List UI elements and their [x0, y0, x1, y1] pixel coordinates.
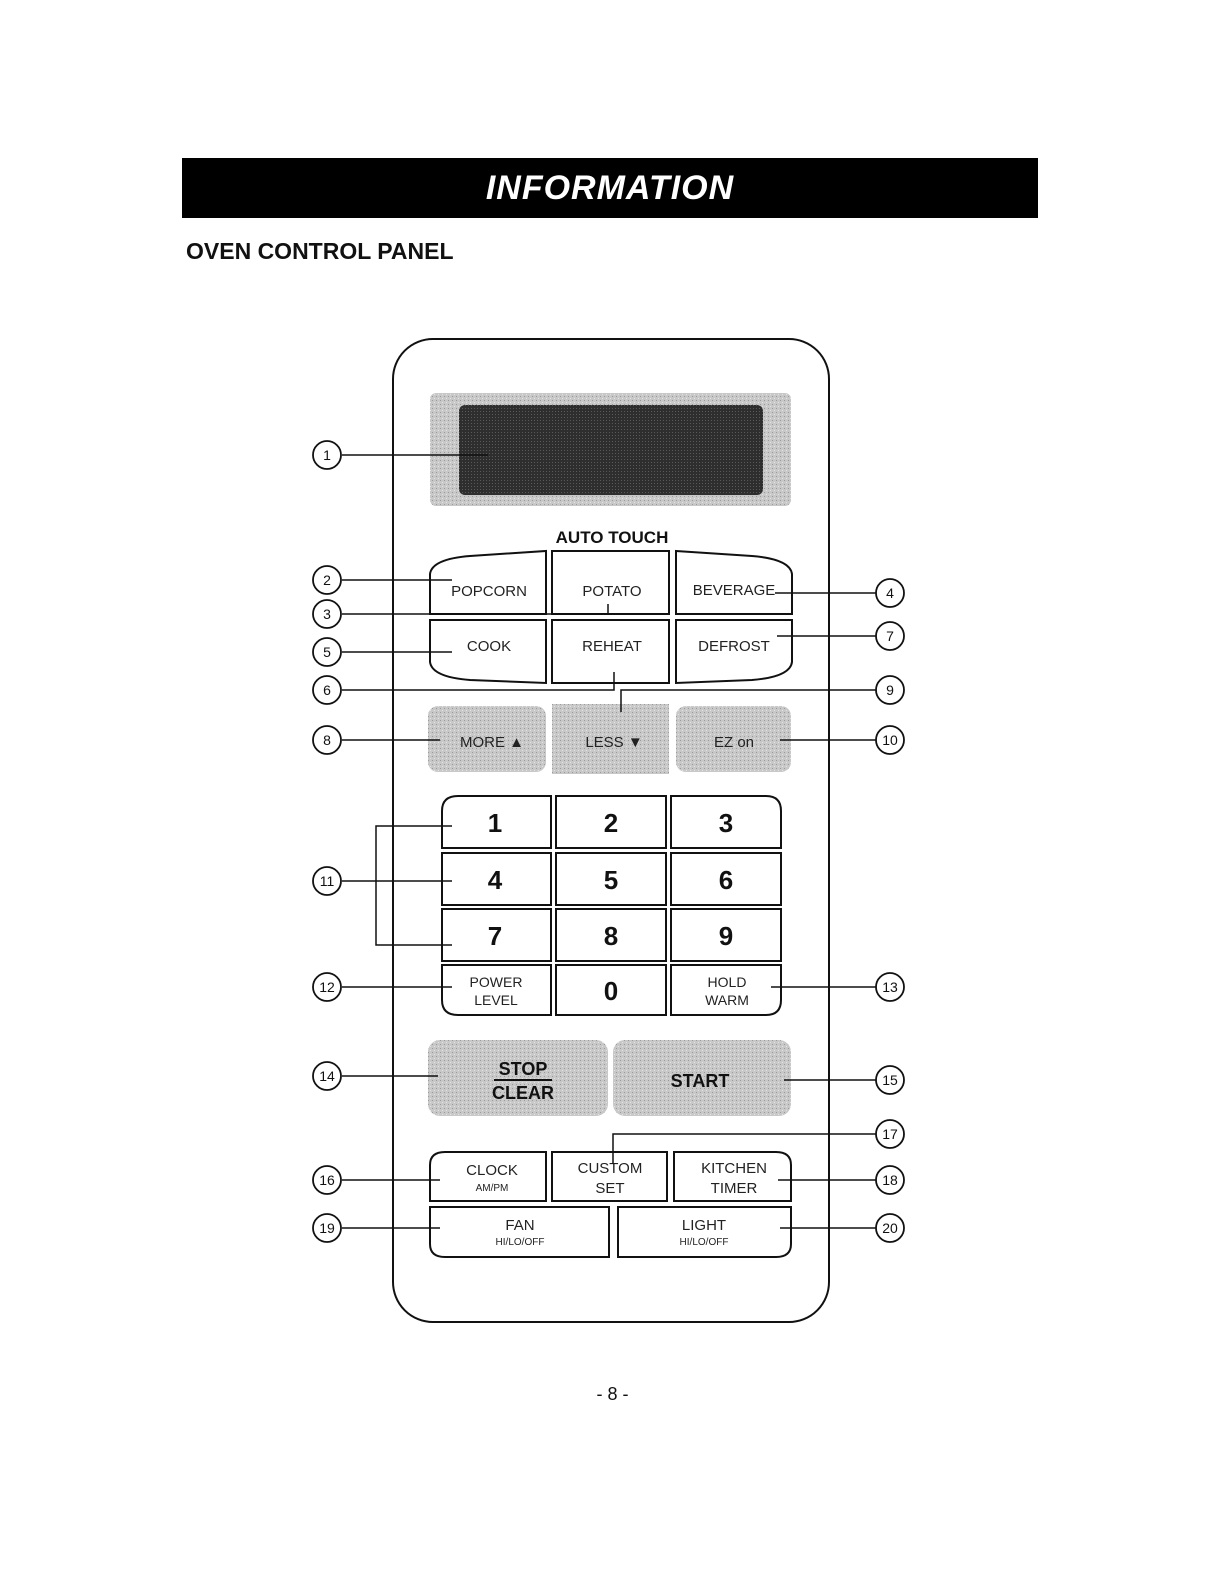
hold-warm-button[interactable] — [671, 965, 781, 1015]
kitchen-timer-label-1: KITCHEN — [701, 1160, 767, 1177]
key-7[interactable] — [442, 909, 551, 961]
svg-text:18: 18 — [882, 1172, 898, 1188]
svg-text:6: 6 — [323, 682, 331, 698]
key-9[interactable] — [671, 909, 781, 961]
page-number: - 8 - — [596, 1384, 629, 1404]
key-0[interactable] — [556, 965, 666, 1015]
svg-text:14: 14 — [319, 1068, 335, 1084]
less-button[interactable] — [552, 704, 669, 774]
fan-label-1: FAN — [505, 1217, 535, 1234]
defrost-button[interactable] — [676, 620, 792, 683]
key-3[interactable] — [671, 796, 781, 848]
digit-7: 7 — [487, 921, 503, 951]
defrost-label: DEFROST — [698, 638, 770, 655]
power-level-button[interactable] — [442, 965, 551, 1015]
callout-5 — [313, 638, 341, 666]
hold-warm-label-1: HOLD — [707, 974, 747, 990]
callout-18 — [876, 1166, 904, 1194]
callout-8 — [313, 726, 341, 754]
reheat-button[interactable] — [552, 620, 669, 683]
fan-button[interactable] — [430, 1207, 609, 1257]
key-8[interactable] — [556, 909, 666, 961]
callout-14 — [313, 1062, 341, 1090]
digit-9: 9 — [718, 921, 734, 951]
callout-16 — [313, 1166, 341, 1194]
callout-11 — [313, 867, 341, 895]
key-5[interactable] — [556, 853, 666, 905]
digit-6: 6 — [718, 865, 734, 895]
digit-4: 4 — [487, 865, 503, 895]
key-6[interactable] — [671, 853, 781, 905]
callout-12 — [313, 973, 341, 1001]
svg-text:15: 15 — [882, 1072, 898, 1088]
clock-button[interactable] — [430, 1152, 546, 1201]
hold-warm-label-2: WARM — [705, 992, 749, 1008]
auto-touch-label: AUTO TOUCH — [555, 528, 669, 547]
custom-set-label-2: SET — [595, 1180, 625, 1197]
key-4[interactable] — [442, 853, 551, 905]
kitchen-timer-label-2: TIMER — [710, 1180, 758, 1197]
digit-3: 3 — [718, 808, 734, 838]
callout-4 — [876, 579, 904, 607]
callout-20 — [876, 1214, 904, 1242]
callout-7 — [876, 622, 904, 650]
light-label-1: LIGHT — [681, 1217, 727, 1234]
callout-6 — [313, 676, 341, 704]
svg-text:7: 7 — [886, 628, 894, 644]
callout-9 — [876, 676, 904, 704]
svg-text:10: 10 — [882, 732, 898, 748]
stop-label: STOP — [498, 1059, 548, 1079]
callout-10 — [876, 726, 904, 754]
callout-15 — [876, 1066, 904, 1094]
callout-3 — [313, 600, 341, 628]
svg-text:1: 1 — [323, 447, 331, 463]
potato-button[interactable] — [552, 551, 669, 614]
start-label: START — [670, 1071, 730, 1091]
svg-text:11: 11 — [319, 873, 335, 889]
custom-set-button[interactable] — [552, 1152, 667, 1201]
display-window — [430, 393, 791, 506]
svg-text:3: 3 — [323, 606, 331, 622]
clock-label-1: CLOCK — [466, 1162, 518, 1179]
fan-label-2: HI/LO/OFF — [495, 1237, 545, 1248]
clock-label-2: AM/PM — [475, 1183, 509, 1194]
svg-text:13: 13 — [882, 979, 898, 995]
reheat-label: REHEAT — [582, 638, 642, 655]
digit-0: 0 — [603, 976, 619, 1006]
popcorn-label: POPCORN — [451, 583, 527, 600]
beverage-label: BEVERAGE — [692, 582, 776, 599]
digit-5: 5 — [603, 865, 619, 895]
callout-2 — [313, 566, 341, 594]
svg-text:2: 2 — [323, 572, 331, 588]
custom-set-label-1: CUSTOM — [577, 1160, 643, 1177]
key-2[interactable] — [556, 796, 666, 848]
power-level-label-1: POWER — [469, 974, 523, 990]
popcorn-button[interactable] — [430, 551, 546, 614]
svg-text:16: 16 — [319, 1172, 335, 1188]
digit-2: 2 — [603, 808, 619, 838]
svg-text:12: 12 — [319, 979, 335, 995]
svg-text:20: 20 — [882, 1220, 898, 1236]
header-title: INFORMATION — [485, 168, 735, 207]
potato-label: POTATO — [582, 583, 642, 600]
svg-text:17: 17 — [882, 1126, 898, 1142]
callout-1 — [313, 441, 341, 469]
more-button[interactable] — [428, 706, 546, 772]
light-label-2: HI/LO/OFF — [679, 1237, 729, 1248]
less-label: LESS ▼ — [585, 734, 643, 751]
cook-label: COOK — [466, 638, 512, 655]
svg-text:5: 5 — [323, 644, 331, 660]
svg-text:9: 9 — [886, 682, 894, 698]
clear-label: CLEAR — [492, 1083, 554, 1103]
digit-1: 1 — [487, 808, 503, 838]
power-level-label-2: LEVEL — [474, 992, 518, 1008]
kitchen-timer-button[interactable] — [674, 1152, 791, 1201]
more-label: MORE ▲ — [459, 734, 525, 751]
callout-13 — [876, 973, 904, 1001]
light-button[interactable] — [618, 1207, 791, 1257]
digit-8: 8 — [603, 921, 619, 951]
ez-on-button[interactable] — [676, 706, 791, 772]
start-button[interactable] — [613, 1040, 791, 1116]
ez-on-label: EZ on — [713, 734, 755, 751]
section-title: OVEN CONTROL PANEL — [186, 238, 454, 264]
key-1[interactable] — [442, 796, 551, 848]
svg-text:19: 19 — [319, 1220, 335, 1236]
beverage-button[interactable] — [676, 551, 792, 614]
callout-19 — [313, 1214, 341, 1242]
stop-clear-button[interactable] — [428, 1040, 608, 1116]
callout-17 — [876, 1120, 904, 1148]
svg-text:8: 8 — [323, 732, 331, 748]
svg-text:4: 4 — [886, 585, 894, 601]
